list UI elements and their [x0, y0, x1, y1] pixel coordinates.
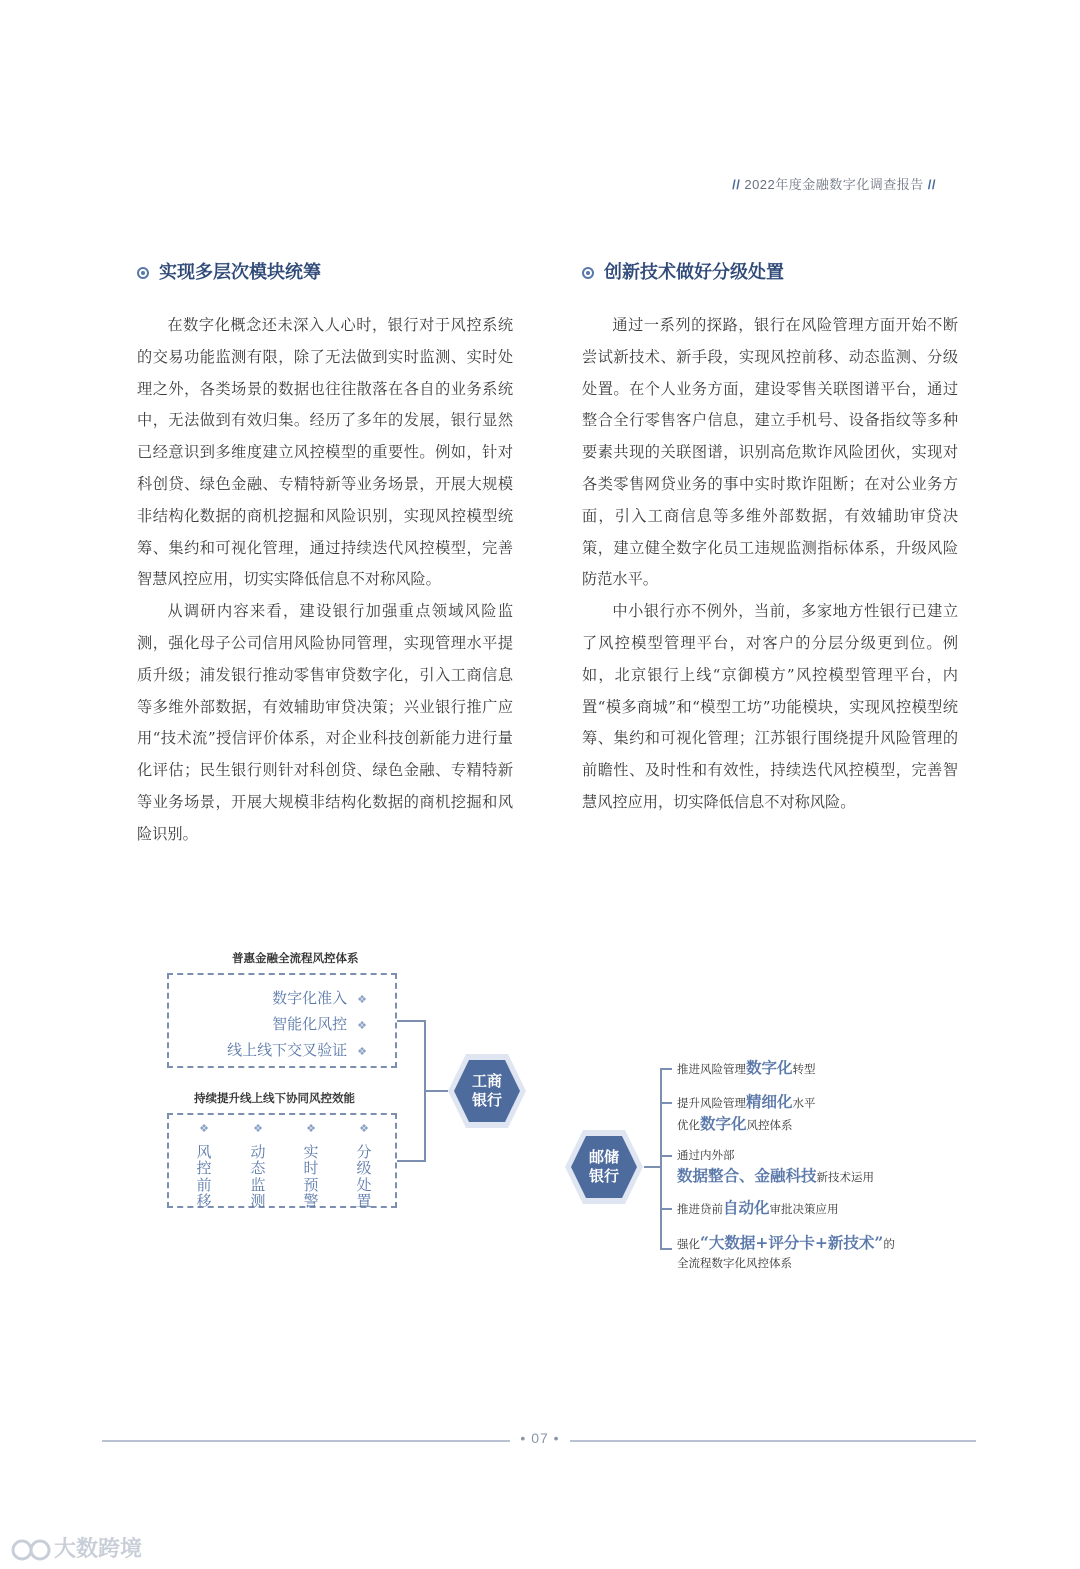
box2 [167, 1113, 397, 1208]
report-header-tag: // 2022年度金融数字化调查报告 // [732, 177, 936, 192]
page-number: • 07 • [520, 1430, 560, 1446]
diamond-icon: ❖ [253, 1122, 263, 1135]
diamond-icon: ❖ [359, 1122, 369, 1135]
psbc-item: 提升风险管理精细化水平 [677, 1092, 816, 1111]
box2-column: ❖ 动态监测 [250, 1122, 266, 1210]
box1-item: 数字化准入 ❖ [272, 989, 367, 1007]
connector [660, 1068, 662, 1250]
diamond-icon: ❖ [357, 1019, 367, 1032]
watermark: 大数跨境 [10, 1532, 142, 1564]
footer-rule-right [570, 1440, 976, 1442]
box1-item: 线上线下交叉验证 ❖ [227, 1041, 367, 1059]
connector [660, 1155, 672, 1157]
psbc-item: 数据整合、金融科技新技术运用 [677, 1166, 875, 1185]
connector [424, 1090, 448, 1092]
paragraph: 中小银行亦不例外，当前，多家地方性银行已建立了风控模型管理平台，对客户的分层分级更到位。例如，北京银行上线“京御模方”风控模型管理平台，内置“模多商城”和“模型工坊”功能模块，实现风控模型统筹、集约和可视化管理；江苏银行围绕提升风险管理的前瞻性、及时性和有效性，持续迭代风控模型，完善智慧风控应用，切实降低信息不对称风险。 [582, 602, 958, 811]
psbc-item: 全流程数字化风控体系 [677, 1256, 792, 1270]
psbc-label: 邮储 银行 [588, 1148, 619, 1185]
watermark-logo-icon [10, 1536, 54, 1564]
paragraph: 通过一系列的探路，银行在风险管理方面开始不断尝试新技术、新手段，实现风控前移、动态监测、分级处置。在个人业务方面，建设零售关联图谱平台，通过整合全行零售客户信息，建立手机号、设备指纹等多种要素共现的关联图谱，识别高危欺诈风险团伙，实现对各类零售网贷业务的事中实时欺诈阻断；在对公业务方面，引入工商信息等多维外部数据，有效辅助审贷决策，建立健全数字化员工违规监测指标体系，升级风险防范水平。 [582, 316, 958, 589]
section-title-right: 创新技术做好分级处置 [582, 258, 958, 288]
box2-column: ❖ 分级处置 [356, 1122, 372, 1210]
diamond-icon: ❖ [306, 1122, 316, 1135]
connector [397, 1020, 425, 1022]
box2-column: ❖ 风控前移 [196, 1122, 212, 1210]
psbc-item: 通过内外部 [677, 1148, 735, 1162]
box2-title: 持续提升线上线下协同风控效能 [194, 1091, 355, 1105]
diamond-icon: ❖ [357, 1045, 367, 1058]
box1-title: 普惠金融全流程风控体系 [232, 951, 359, 965]
psbc-item: 强化“大数据+评分卡+新技术”的 [677, 1233, 895, 1252]
connector [660, 1102, 672, 1104]
connector [660, 1068, 672, 1070]
psbc-item: 推进贷前自动化审批决策应用 [677, 1198, 839, 1217]
paragraph: 在数字化概念还未深入人心时，银行对于风控系统的交易功能监测有限，除了无法做到实时监测、实时处理之外，各类场景的数据也往往散落在各自的业务系统中，无法做到有效归集。经历了多年的发展，银行显然已经意识到多维度建立风控模型的重要性。例如，针对科创贷、绿色金融、专精特新等业务场景，开展大规模非结构化数据的商机挖掘和风险识别，实现风控模型统筹、集约和可视化管理，通过持续迭代风控模型，完善智慧风控应用，切实实降低信息不对称风险。 [137, 316, 513, 589]
icbc-label: 工商 银行 [471, 1072, 502, 1109]
connector [397, 1160, 425, 1162]
psbc-item: 推进风险管理数字化转型 [677, 1058, 816, 1077]
section-title-left: 实现多层次模块统筹 [137, 258, 513, 288]
box2-column: ❖ 实时预警 [303, 1122, 319, 1210]
diamond-icon: ❖ [357, 993, 367, 1006]
psbc-item: 优化数字化风控体系 [677, 1114, 793, 1133]
box1-item: 智能化风控 ❖ [272, 1015, 367, 1033]
diamond-icon: ❖ [199, 1122, 209, 1135]
report-title: 2022年度金融数字化调查报告 [744, 177, 924, 192]
connector [644, 1166, 661, 1168]
footer-rule-left [102, 1440, 510, 1442]
connector [660, 1248, 672, 1250]
box1 [167, 973, 397, 1068]
paragraph: 从调研内容来看，建设银行加强重点领域风险监测，强化母子公司信用风险协同管理，实现管理水平提质升级；浦发银行推动零售审贷数字化，引入工商信息等多维外部数据，有效辅助审贷决策；兴业银行推广应用“技术流”授信评价体系，对企业科技创新能力进行量化评估；民生银行则针对科创贷、绿色金融、专精特新等业务场景，开展大规模非结构化数据的商机挖掘和风险识别。 [137, 602, 513, 843]
connector [660, 1208, 672, 1210]
